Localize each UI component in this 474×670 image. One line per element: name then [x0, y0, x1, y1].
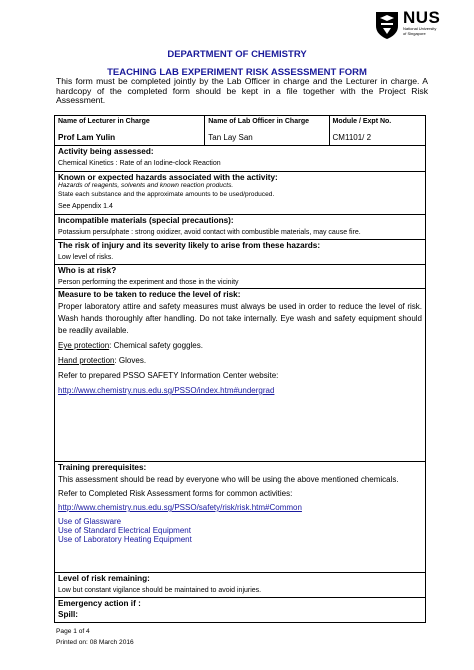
officer-value: Tan Lay San — [205, 129, 329, 146]
hazards-value: See Appendix 1.4 — [58, 203, 113, 210]
remaining-value: Low but constant vigilance should be maintained to avoid injuries. — [58, 587, 262, 594]
training-item-electrical[interactable]: Use of Standard Electrical Equipment — [58, 526, 191, 535]
remaining-row — [55, 573, 426, 598]
header-label-row — [55, 116, 426, 130]
lecturer-label: Name of Lecturer in Charge — [55, 116, 205, 130]
eye-protection-value: : Chemical safety goggles. — [109, 341, 203, 350]
module-label: Module / Expt No. — [329, 116, 425, 130]
risk-common-link[interactable]: http://www.chemistry.nus.edu.sg/PSSO/safety/risk/risk.htm#Common — [58, 503, 302, 512]
emergency-spill: Spill: — [58, 610, 79, 619]
lecturer-value: Prof Lam Yulin — [55, 129, 205, 146]
incompatible-value: Potassium persulphate : strong oxidizer, avoid contact with combustible materials, may cause fire. — [58, 229, 361, 236]
printed-date: Printed on: 08 March 2016 — [56, 639, 134, 646]
activity-row — [55, 146, 426, 172]
training-item-glassware[interactable]: Use of Glassware — [58, 517, 122, 526]
injury-value: Low level of risks. — [58, 254, 114, 261]
activity-heading: Activity being assessed: — [58, 147, 154, 156]
logo-subtitle — [403, 26, 467, 36]
who-value: Person performing the experiment and those in the vicinity — [58, 279, 239, 286]
injury-row — [55, 240, 426, 265]
logo-subtitle-line-2: of Singapore — [403, 31, 426, 36]
training-item-heating[interactable]: Use of Laboratory Heating Equipment — [58, 535, 192, 544]
officer-label: Name of Lab Officer in Charge — [205, 116, 329, 130]
training-refer-text: Refer to Completed Risk Assessment forms for common activities: — [58, 489, 293, 498]
incompatible-heading: Incompatible materials (special precautions): — [58, 216, 234, 225]
header-value-row — [55, 129, 426, 146]
form-intro: This form must be completed jointly by the Lab Officer in charge and the Lecturer in charge. A hardcopy of the completed form should be kept in a file together with the Project Risk Assessment. — [56, 76, 428, 106]
psso-undergrad-link[interactable]: http://www.chemistry.nus.edu.sg/PSSO/index.htm#undergrad — [58, 386, 275, 395]
training-heading: Training prerequisites: — [58, 463, 147, 472]
page-number: Page 1 of 4 — [56, 628, 90, 635]
hazards-heading: Known or expected hazards associated with the activity: — [58, 173, 278, 182]
injury-heading: The risk of injury and its severity likely to arise from these hazards: — [58, 241, 321, 250]
training-row — [55, 462, 426, 573]
hazards-hint-1: Hazards of reagents, solvents and known reaction products. — [58, 182, 234, 189]
hand-protection-label: Hand protection — [58, 356, 115, 365]
training-items — [58, 517, 422, 544]
logo-wordmark: NUS — [403, 8, 441, 27]
hazards-row — [55, 172, 426, 215]
measures-row — [55, 289, 426, 462]
training-paragraph: This assessment should be read by everyone who will be using the above mentioned chemicals. — [58, 475, 399, 484]
risk-assessment-table — [54, 115, 426, 623]
department-title: DEPARTMENT OF CHEMISTRY — [167, 49, 307, 60]
nus-logo — [374, 10, 466, 42]
measures-paragraph: Proper laboratory attire and safety measures must always be used in order to reduce the level of risk. Wash hands thoroughly after handling. Do not take internally. Eye wash and safety equipment should be readily available. — [58, 302, 422, 335]
eye-protection-label: Eye protection — [58, 341, 110, 350]
eye-protection-line — [58, 340, 422, 352]
remaining-heading: Level of risk remaining: — [58, 574, 150, 583]
activity-value: Chemical Kinetics : Rate of an Iodine-clock Reaction — [58, 160, 221, 167]
who-heading: Who is at risk? — [58, 266, 117, 275]
form-title: TEACHING LAB EXPERIMENT RISK ASSESSMENT FORM — [107, 67, 367, 78]
psso-refer-text: Refer to prepared PSSO SAFETY Information Center website: — [58, 371, 279, 380]
hand-protection-value: : Gloves. — [114, 356, 147, 365]
incompatible-row — [55, 215, 426, 240]
hand-protection-line — [58, 355, 422, 367]
who-row — [55, 265, 426, 289]
nus-crest-icon — [374, 10, 400, 40]
emergency-heading: Emergency action if : — [58, 599, 141, 608]
logo-subtitle-line-1: National University — [403, 26, 437, 31]
module-value: CM1101/ 2 — [329, 129, 425, 146]
hazards-hint-2: State each substance and the approximate amounts to be used/produced. — [58, 190, 275, 198]
emergency-row — [55, 598, 426, 623]
measures-heading: Measure to be taken to reduce the level of risk: — [58, 290, 241, 299]
